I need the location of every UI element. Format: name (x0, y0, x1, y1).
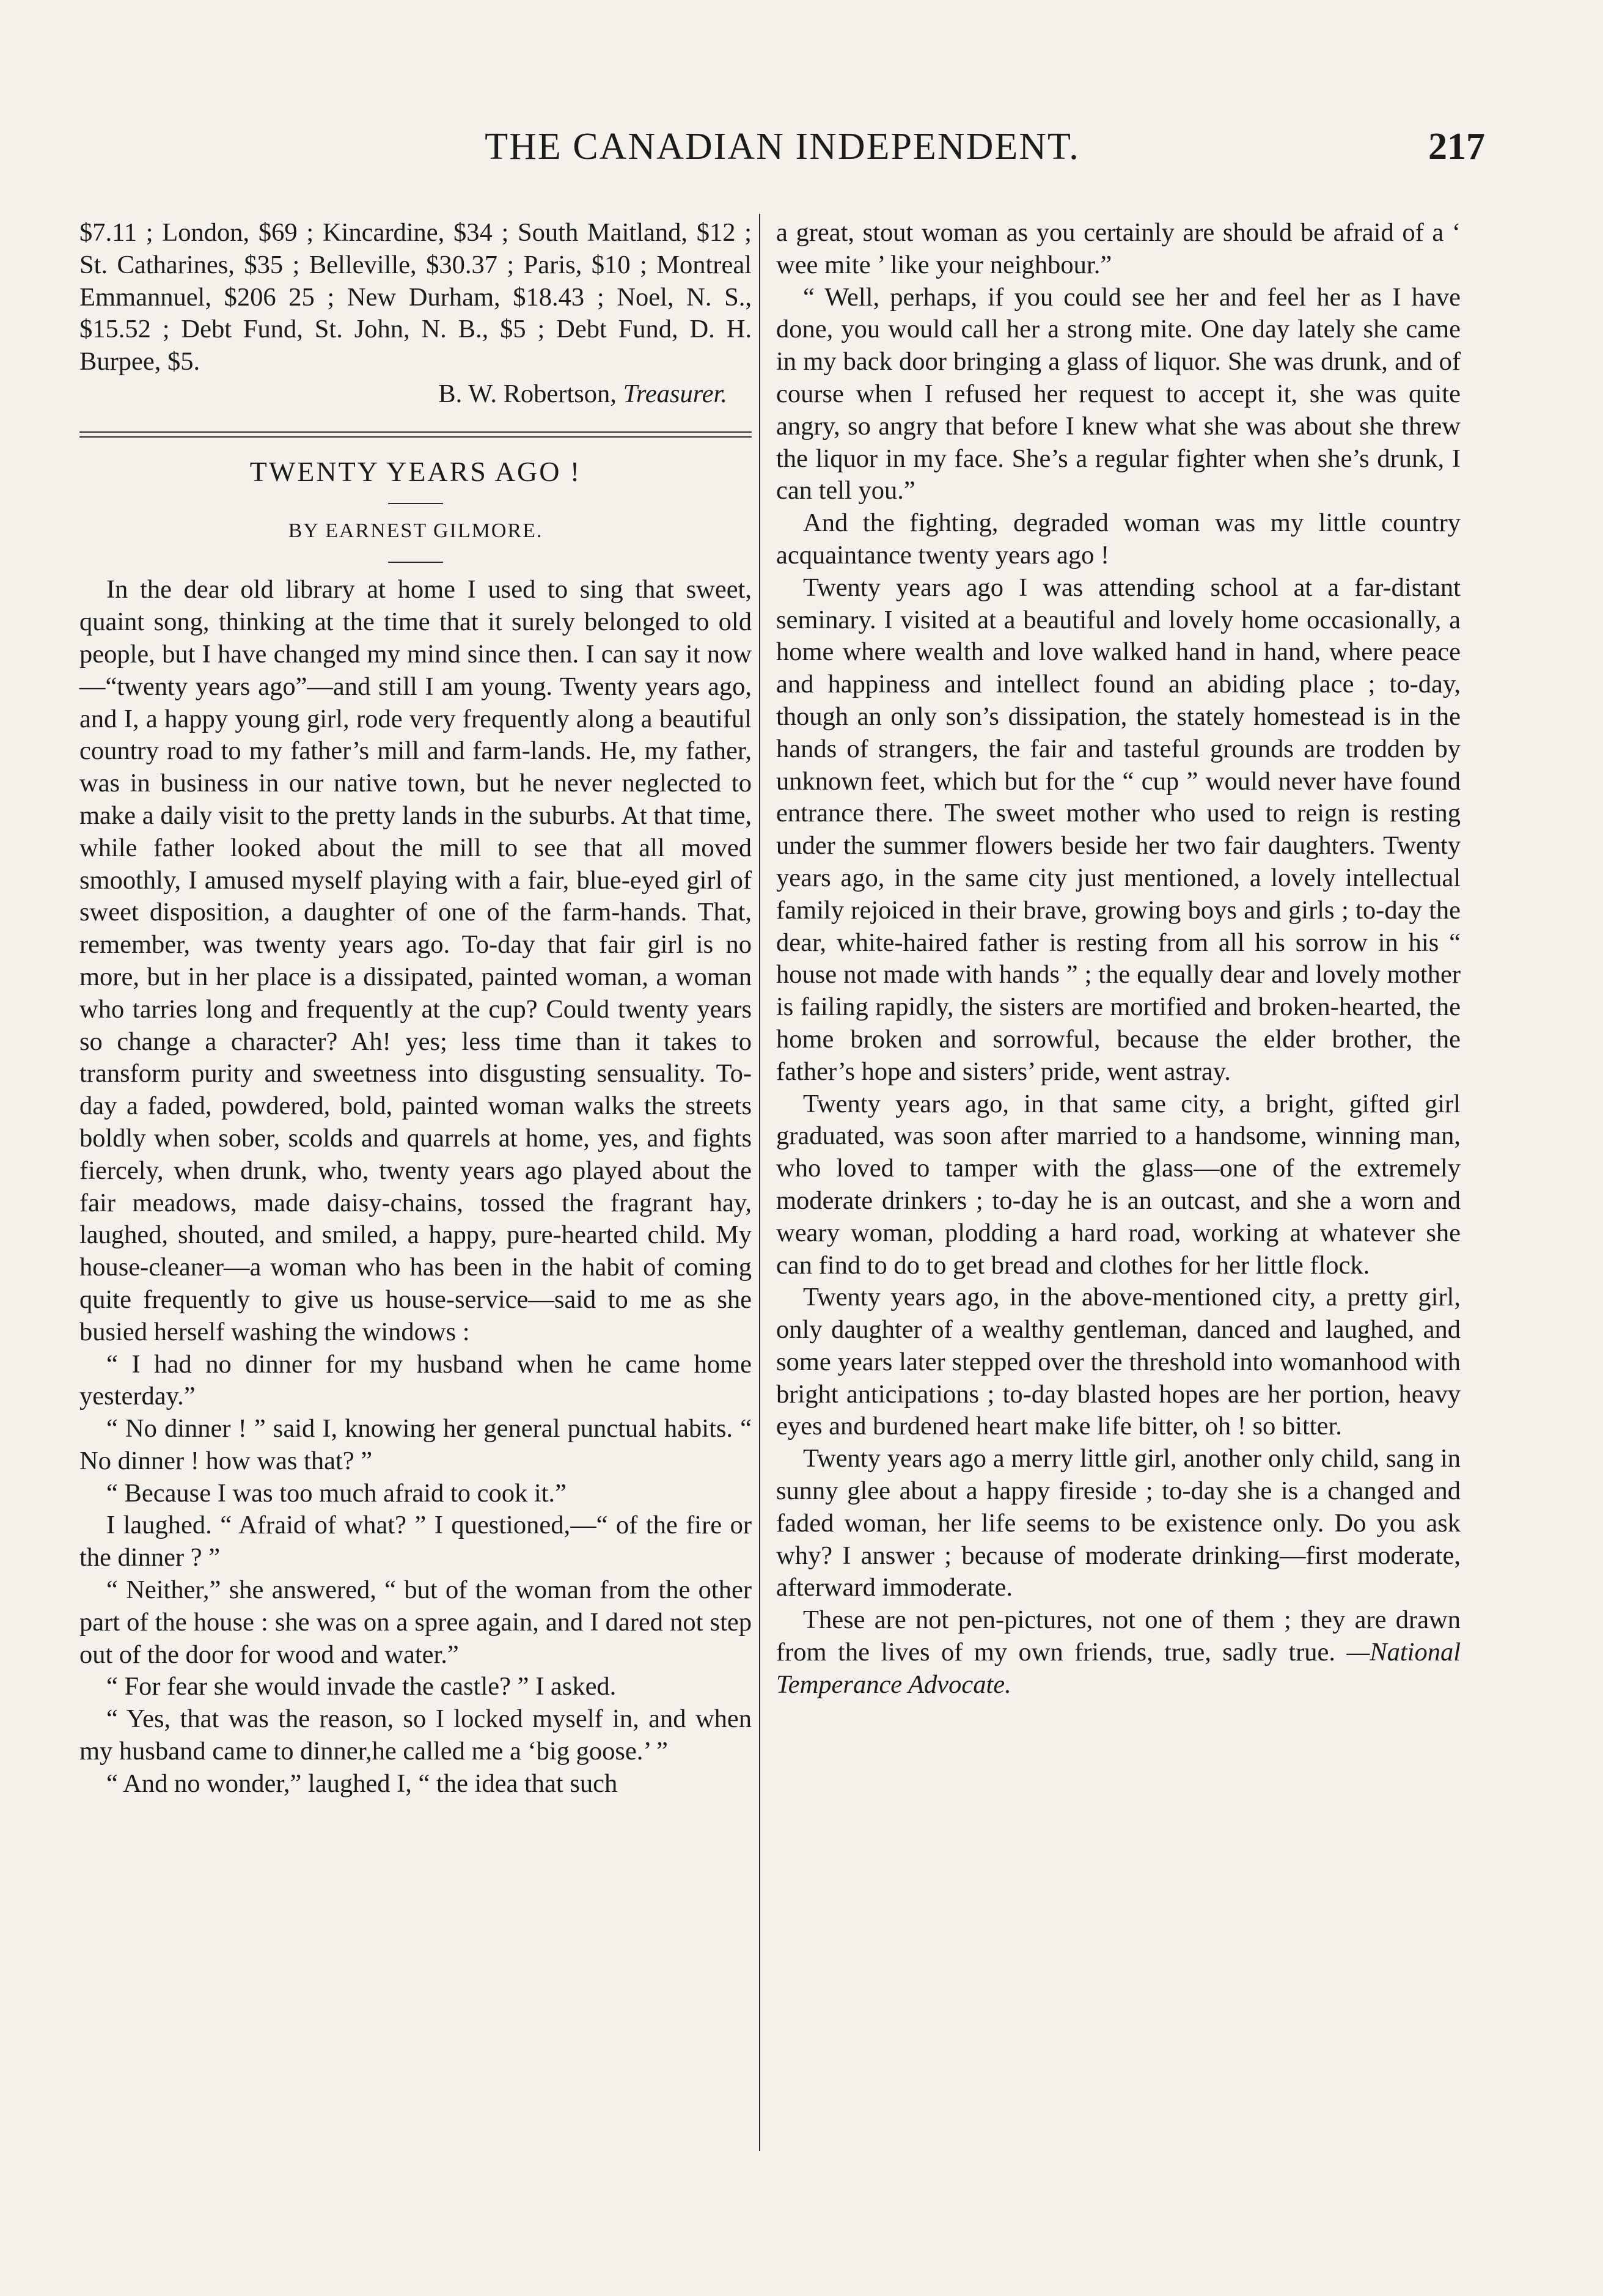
signature-role: Treasurer. (623, 379, 727, 408)
treasurer-list: $7.11 ; London, $69 ; Kincardine, $34 ; South Maitland, $12 ; St. Catharines, $35 ; Belleville, $30.37 ; Paris, $10 ; Montreal Emmannuel, $206 25 ; New Durham, $18.43 ; Noel, N. S., $15.52 ; Debt Fund, St. John, N. B., $5 ; Debt Fund, D. H. Burpee, $5. (79, 218, 752, 376)
paragraph: “ And no wonder,” laughed I, “ the idea that such (106, 1769, 618, 1798)
column-divider (759, 214, 760, 2151)
left-column (79, 217, 752, 1800)
paragraph: Twenty years ago, in the above-mentioned city, a pretty girl, only daughter of a wealthy gentleman, danced and laughed, and some years later stepped over the threshold into womanhood with bright anticipations ; to-day blasted hopes are her portion, heavy eyes and burdened heart make life bitter, oh ! so bitter. (776, 1283, 1461, 1441)
closing-text: These are not pen-pictures, not one of them ; they are drawn from the lives of my own friends, true, sadly true. (776, 1605, 1461, 1667)
paragraph: “ Because I was too much afraid to cook it.” (106, 1478, 567, 1508)
closing-paragraph (776, 1604, 1461, 1701)
paragraph: Twenty years ago, in that same city, a bright, gifted girl graduated, was soon after married to a handsome, winning man, who loved to tamper with the glass—one of the extremely moderate drinkers ; to-day he is an outcast, and she a worn and weary woman, plodding a hard road, working at whatever she can find to do to get bread and clothes for her little flock. (776, 1089, 1461, 1280)
article-title: TWENTY YEARS AGO ! (249, 455, 582, 487)
masthead-title: THE CANADIAN INDEPENDENT. (485, 126, 1080, 167)
article-byline: BY EARNEST GILMORE. (288, 519, 543, 542)
paragraph: In the dear old library at home I used to sing that sweet, quaint song, thinking at the time that it surely belonged to old people, but I have changed my mind since then. I can say it now—“twenty years ago”—and still I am young. Twenty years ago, and I, a happy young girl, rode very frequently along a beautiful country road to my father’s mill and farm-lands. He, my father, was in business in our native town, but he never neglected to make a daily visit to the pretty lands in the suburbs. At that time, while father looked about the mill to see that all moved smoothly, I amused myself playing with a fair, blue-eyed girl of sweet disposition, a daughter of one of the farm-hands. That, remember, was twenty years ago. To-day that fair girl is no more, but in her place is a dissipated, painted woman, a woman who tarries long and frequently at the cup? Could twenty years so change a character? Ah! yes; less time than it takes to transform purity and sweetness into disgusting sensuality. To-day a faded, powdered, bold, painted woman walks the streets boldly when sober, scolds and quarrels at home, yes, and fights fiercely, when drunk, who, twenty years ago played about the fair meadows, made daisy-chains, tossed the fragrant hay, laughed, shouted, and smiled, a happy, pure-hearted child. My house-cleaner—a woman who has been in the habit of coming quite frequently to give us house-service—said to me as she busied herself washing the windows : (79, 575, 752, 1346)
title-rule (388, 503, 443, 504)
source-credit: —National Temperance Advocate. (776, 1638, 1461, 1699)
paragraph: And the fighting, degraded woman was my little country acquaintance twenty years ago ! (776, 508, 1461, 570)
paragraph: “ Neither,” she answered, “ but of the woman from the other part of the house : she was on a spree again, and I dared not step out of the door for wood and water.” (79, 1575, 752, 1669)
paragraph: Twenty years ago I was attending school at a far-distant seminary. I visited at a beautiful and lovely home occasionally, a home where wealth and love walked hand in hand, where peace and happiness and intellect found an abiding place ; to-day, though an only son’s dissipation, the stately homestead is in the hands of strangers, the fair and tasteful grounds are trodden by unknown feet, which but for the “ cup ” would never have found entrance there. The sweet mother who used to reign is resting under the summer flowers beside her two fair daughters. Twenty years ago, in the same city just mentioned, a lovely intellectual family rejoiced in their brave, growing boys and girls ; to-day the dear, white-haired father is resting from all his sorrow in his “ house not made with hands ” ; the equally dear and lovely mother is failing rapidly, the sisters are mortified and broken-hearted, the home broken and sorrowful, because the elder brother, the father’s hope and sisters’ pride, went astray. (776, 573, 1461, 1086)
paragraph: “ I had no dinner for my husband when he came home yesterday.” (79, 1349, 752, 1411)
paragraph: Twenty years ago a merry little girl, another only child, sang in sunny glee about a happy fireside ; to-day she is a changed and faded woman, her life seems to be existence only. Do you ask why? I answer ; because of moderate drinking—first moderate, afterward immoderate. (776, 1444, 1461, 1602)
page-number: 217 (1428, 126, 1485, 167)
paragraph: “ No dinner ! ” said I, knowing her general punctual habits. “ No dinner ! how was that? ” (79, 1414, 752, 1475)
page-header (79, 125, 1485, 180)
paragraph: “ For fear she would invade the castle? ” I asked. (106, 1672, 617, 1701)
right-column (776, 217, 1461, 1701)
byline-rule (388, 562, 443, 563)
paragraph: “ Yes, that was the reason, so I locked myself in, and when my husband came to dinner,he called me a ‘big goose.’ ” (79, 1704, 752, 1766)
treasurer-signature (79, 378, 752, 411)
paragraph: I laughed. “ Afraid of what? ” I questioned,—“ of the fire or the dinner ? ” (79, 1511, 752, 1572)
signature-name: B. W. Robertson, (438, 379, 623, 408)
paragraph-continued: a great, stout woman as you certainly are should be afraid of a ‘ wee mite ’ like your neighbour.” (776, 218, 1461, 279)
section-divider (79, 431, 752, 438)
paragraph: “ Well, perhaps, if you could see her and feel her as I have done, you would call her a strong mite. One day lately she came in my back door bringing a glass of liquor. She was drunk, and of course when I refused her request to accept it, she was quite angry, so angry that before I knew what she was about she threw the liquor in my face. She’s a regular fighter when she’s drunk, I can tell you.” (776, 282, 1461, 505)
